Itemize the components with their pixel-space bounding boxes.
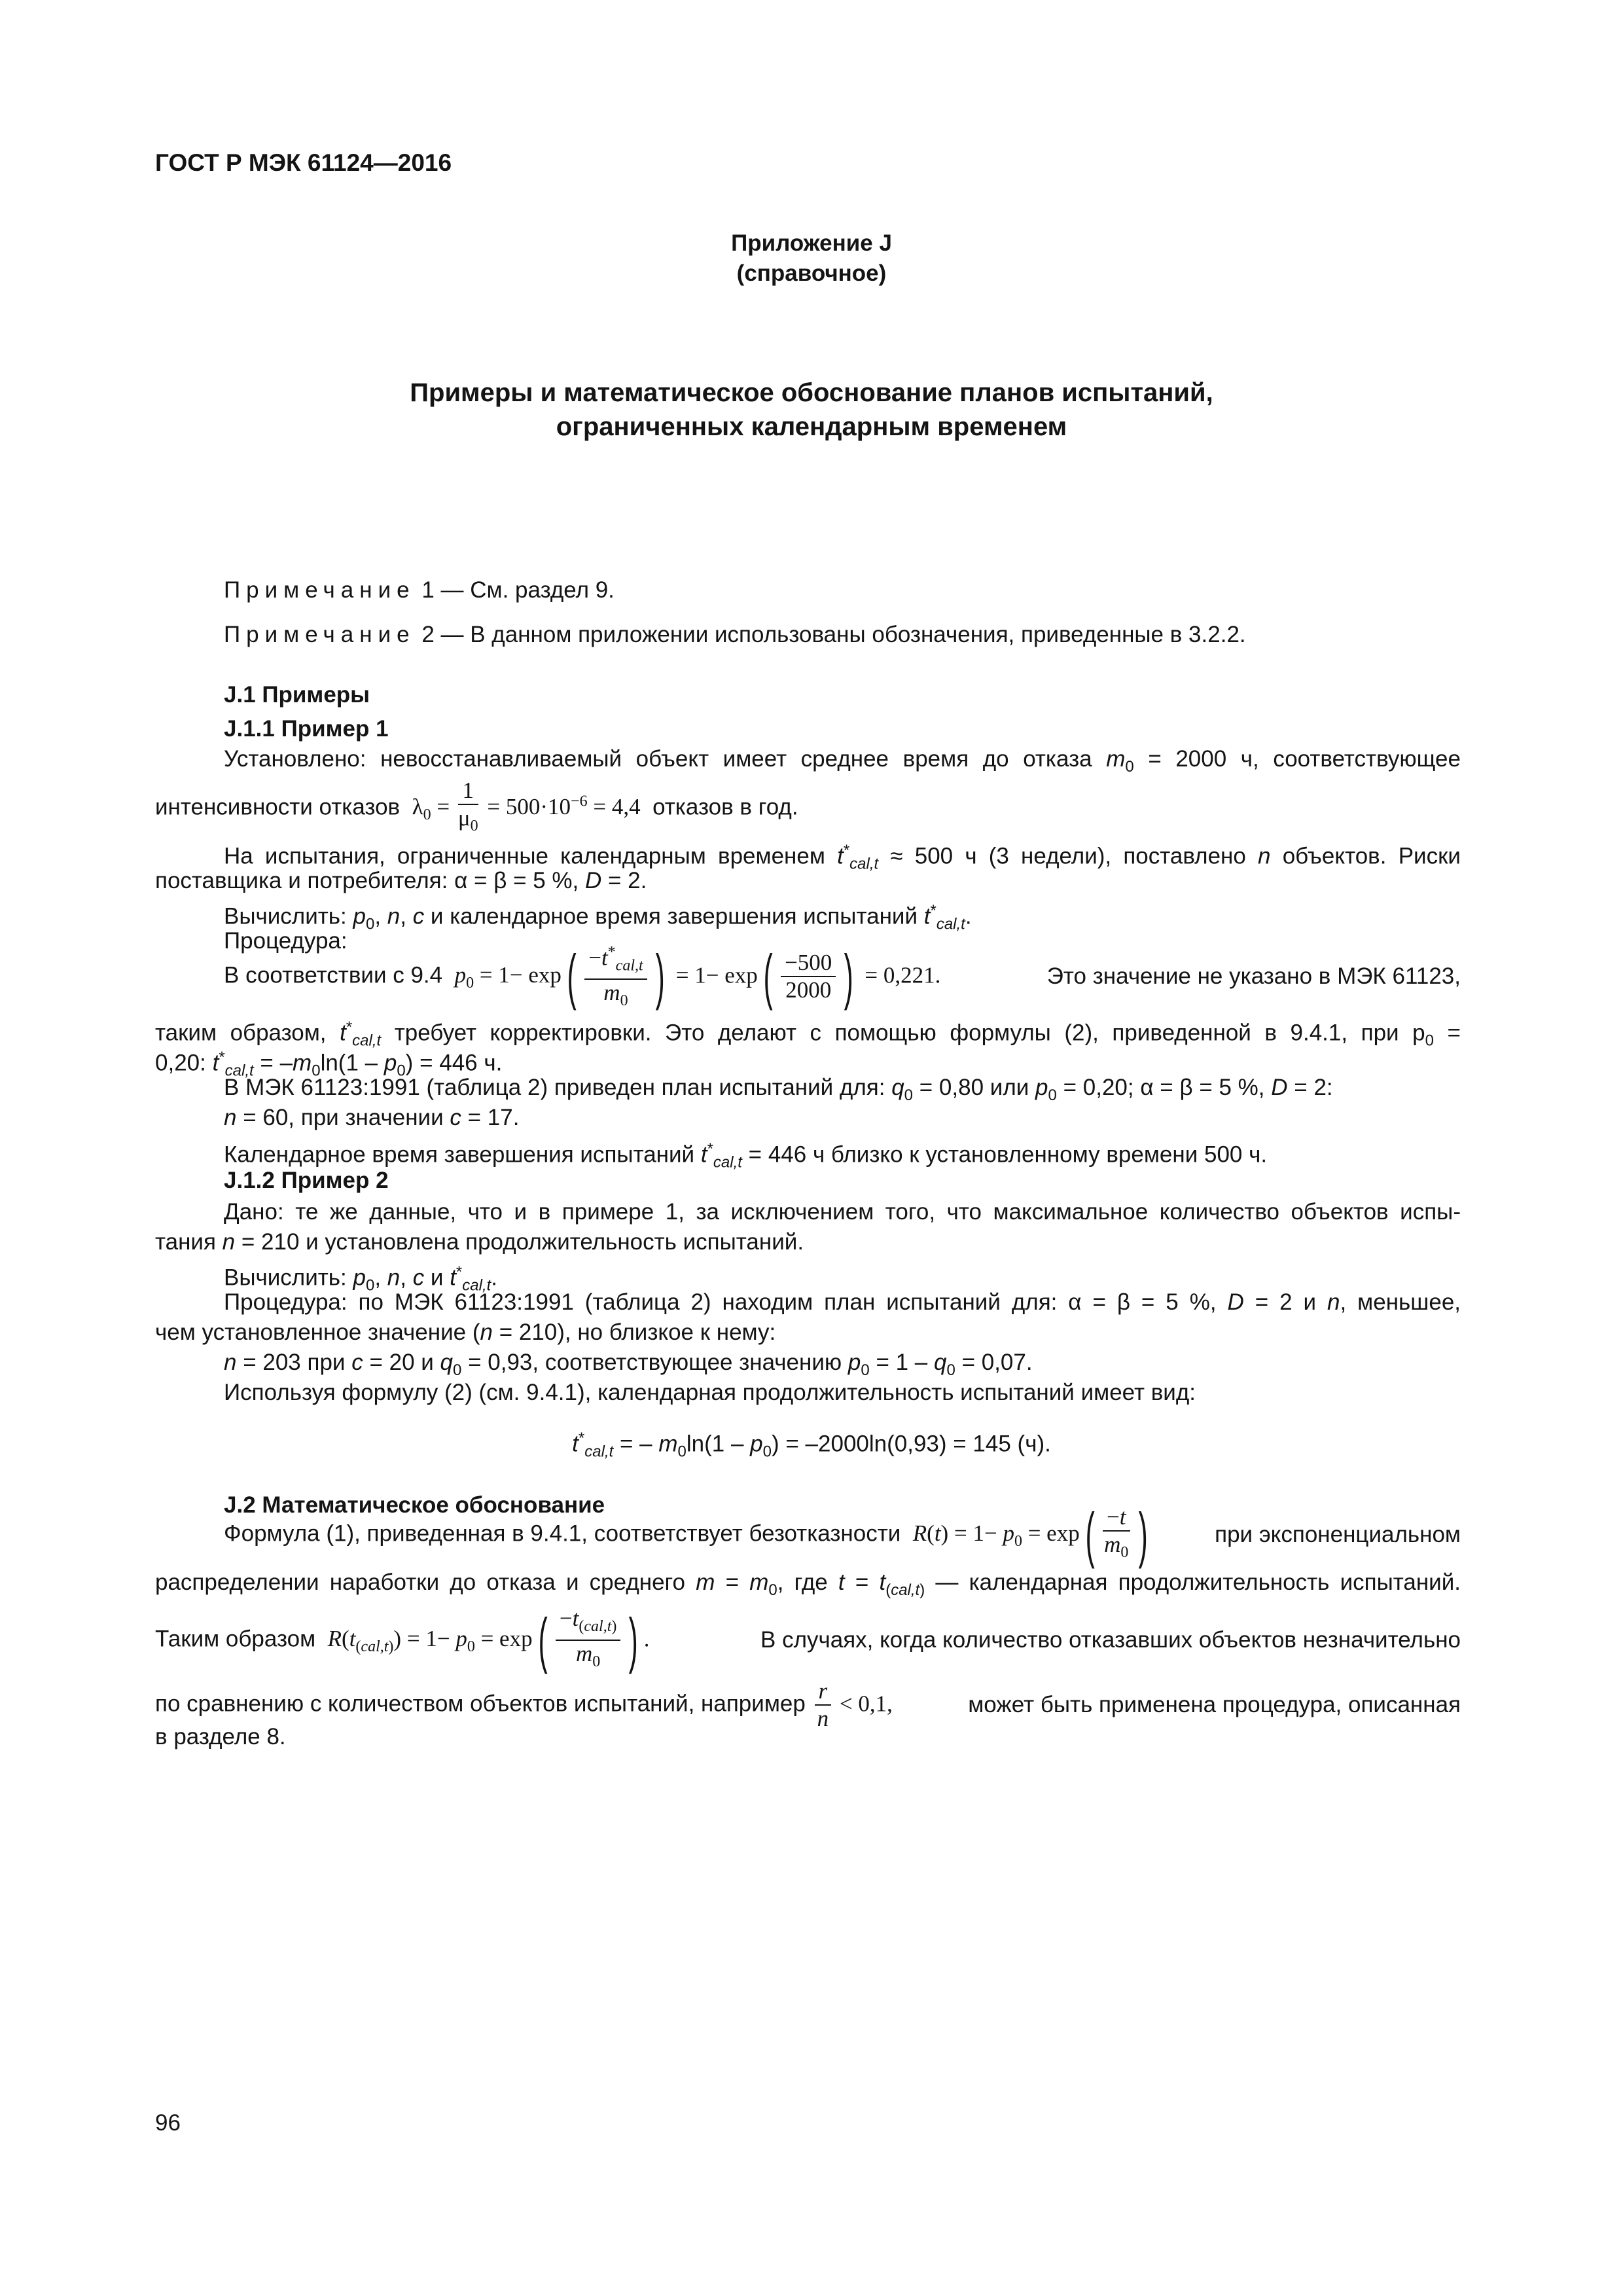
fraction-tcal-m0: $\frac{-t^*_{cal,t}}{m_0}$	[584, 939, 647, 1014]
note-label: Примечание	[224, 577, 416, 603]
paragraph-line: n = 60, при значении c = 17.	[224, 1105, 520, 1130]
fraction-1-mu0: $\frac{1}{\mu_0}$	[457, 778, 478, 834]
paragraph-line: Используя формулу (2) (см. 9.4.1), календарная продолжительность испытаний имеет вид:	[224, 1380, 1196, 1405]
fraction-500-2000: $\frac{-500}{2000}$	[781, 950, 836, 1003]
fraction-t-m0: $\frac{-t}{m_0}$	[1103, 1504, 1130, 1566]
paragraph: таким образом, $t^*_{cal,t}$ требует корректировки. Это делают с помощью формулы (2), приведенной в 9.4.1, при $p_0$ =	[155, 1018, 1461, 1050]
page-title-line-1: Примеры и математическое обоснование планов испытаний,	[410, 378, 1213, 407]
annex-subtitle: (справочное)	[736, 260, 887, 286]
fraction-tcal-m0-2: $\frac{-t_{(cal,t)}}{m_0}$	[556, 1605, 620, 1675]
formula-tcal: $t^*_{cal,t}$ = – $m_0\ln(1 - p_0) = -2000\ln(0,93) = 145$ (ч).	[572, 1429, 1051, 1461]
annex-title: Приложение J	[731, 230, 892, 256]
paragraph-line: Процедура:	[224, 928, 348, 954]
paragraph-line: тания n = 210 и установлена продолжительность испытаний.	[155, 1229, 804, 1255]
paragraph-line: Календарное время завершения испытаний $t^*_{cal,t} = 446$ ч близко к установленному времени 500 ч.	[224, 1140, 1268, 1172]
paragraph-line: Вычислить: $p_0$, n, c и календарное время завершения испытаний $t^*_{cal,t}$.	[224, 902, 972, 933]
paragraph-line: поставщика и потребителя: α = β = 5 %, D = 2.	[155, 868, 647, 893]
formula-line-R-tcal: Таким образом $R(t_{(cal,t)}) = 1- p_0 = \exp$( $\frac{-t_{(cal,t)}}{m_0}$ ) . В случаях, когда количество отказавших объектов незначительно	[155, 1605, 1461, 1674]
formula-line-R: Формула (1), приведенная в 9.4.1, соответствует безотказности $R(t) = 1- p_0 = \exp$( $\frac{-t}{m_0}$ ) при экспоненциальном	[224, 1500, 1461, 1569]
fraction-r-n: $\frac{r}{n}$	[815, 1678, 832, 1732]
note-2	[224, 620, 1246, 649]
note-text: 2 — В данном приложении использованы обозначения, приведенные в 3.2.2.	[421, 622, 1246, 647]
page-number: 96	[155, 2110, 181, 2136]
paragraph: На испытания, ограниченные календарным временем $t^*_{cal,t} \approx 500$ ч (3 недели), поставлено n объектов. Риски	[224, 842, 1461, 873]
formula-line-r-n: по сравнению с количеством объектов испытаний, например $\frac{r}{n}$ < 0,1, может быть применена процедура, описанная	[155, 1678, 1461, 1731]
subsection-heading-j1-2: J.1.2 Пример 2	[224, 1168, 389, 1193]
formula-line-p0: В соответствии с 9.4 $p_0 = 1- \exp$( $\frac{-t^*_{cal,t}}{m_0}$ ) = 1− exp( $\frac{-500}{2000}$ ) = 0,221. Это значение не указано в МЭК 61123,	[224, 937, 1461, 1016]
document-code: ГОСТ Р МЭК 61124—2016	[155, 149, 452, 176]
paragraph: Установлено: невосстанавливаемый объект имеет среднее время до отказа $m_0 = 2000$ ч, соответствующее	[224, 746, 1461, 776]
paragraph-line: В МЭК 61123:1991 (таблица 2) приведен план испытаний для: $q_0 = 0,80$ или $p_0 = 0,20$; α = β = 5 %, D = 2:	[224, 1075, 1333, 1104]
note-label: Примечание	[224, 622, 416, 647]
paragraph: Дано: те же данные, что и в примере 1, за исключением того, что максимальное количество объектов испы-	[224, 1199, 1461, 1225]
note-1	[224, 576, 615, 605]
subsection-heading-j1-1: J.1.1 Пример 1	[224, 716, 389, 742]
formula-line-lambda: интенсивности отказов $\lambda_0$ = $\frac{1}{\mu_0}$ = $500\cdot 10^{-6} = 4,4$ отказов в год.	[155, 778, 798, 839]
note-text: 1 — См. раздел 9.	[421, 577, 615, 603]
section-heading-j2: J.2 Математическое обоснование	[224, 1492, 605, 1518]
paragraph-line: в разделе 8.	[155, 1724, 286, 1749]
paragraph: Процедура: по МЭК 61123:1991 (таблица 2) находим план испытаний для: α = β = 5 %, D = 2 и n, меньшее,	[224, 1289, 1461, 1315]
paragraph-line: 0,20: $t^*_{cal,t} = -m_0\ln(1 - p_0) = 446$ ч.	[155, 1049, 503, 1080]
section-heading-j1: J.1 Примеры	[224, 682, 370, 708]
paragraph-line: n = 203 при c = 20 и $q_0 = 0,93$, соответствующее значению $p_0 = 1 - q_0 = 0,07$.	[224, 1350, 1033, 1379]
paragraph-line: Вычислить: $p_0$, n, c и $t^*_{cal,t}$.	[224, 1263, 498, 1295]
page-title-line-2: ограниченных календарным временем	[556, 412, 1067, 441]
paragraph-line: чем установленное значение (n = 210), но близкое к нему:	[155, 1319, 776, 1345]
paragraph: распределении наработки до отказа и среднего $m = m_0$, где $t = t_{(cal,t)}$ — календарная продолжительность испытаний.	[155, 1570, 1461, 1599]
